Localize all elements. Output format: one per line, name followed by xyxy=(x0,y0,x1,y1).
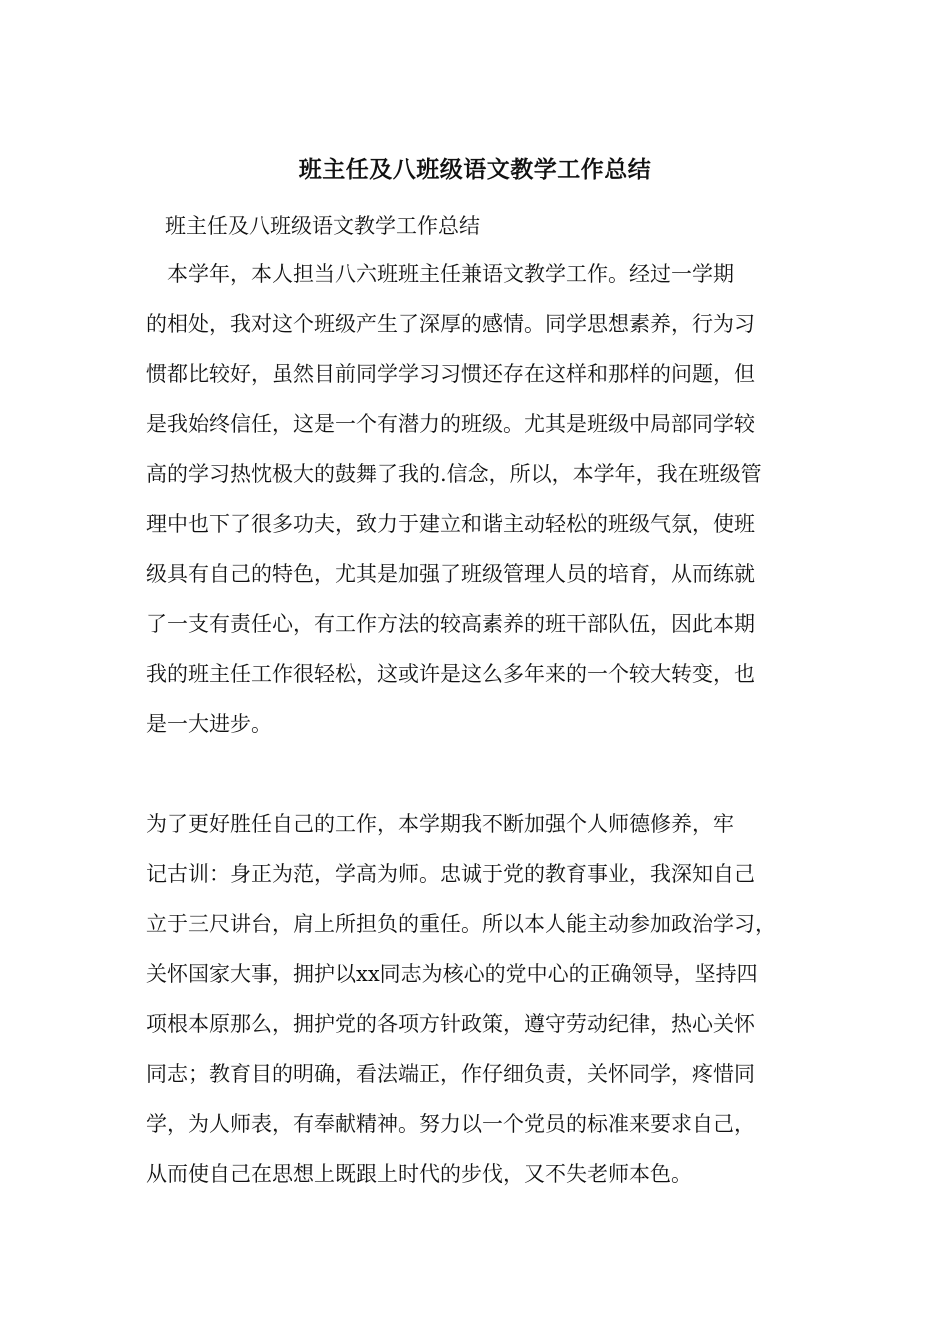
paragraph-line: 关怀国家大事，拥护以xx同志为核心的党中心的正确领导，坚持四 xyxy=(146,962,758,986)
paragraph-line: 为了更好胜任自己的工作，本学期我不断加强个人师德修养，牢 xyxy=(146,812,734,836)
paragraph-line: 记古训：身正为范，学高为师。忠诚于党的教育事业，我深知自己 xyxy=(146,862,755,886)
document-subtitle: 班主任及八班级语文教学工作总结 xyxy=(165,214,480,238)
paragraph-line: 从而使自己在思想上既跟上时代的步伐，又不失老师本色。 xyxy=(146,1162,692,1186)
page-title: 班主任及八班级语文教学工作总结 xyxy=(298,156,652,183)
paragraph-line: 学，为人师表，有奉献精神。努力以一个党员的标准来要求自己， xyxy=(146,1112,755,1136)
paragraph-line: 级具有自己的特色，尤其是加强了班级管理人员的培育，从而练就 xyxy=(146,562,755,586)
paragraph-line: 是一大进步。 xyxy=(146,712,272,736)
paragraph-line: 了一支有责任心，有工作方法的较高素养的班干部队伍，因此本期 xyxy=(146,612,755,636)
paragraph-line: 的相处，我对这个班级产生了深厚的感情。同学思想素养，行为习 xyxy=(146,312,755,336)
paragraph-line: 立于三尺讲台，肩上所担负的重任。所以本人能主动参加政治学习， xyxy=(146,912,776,936)
paragraph-line: 本学年，本人担当八六班班主任兼语文教学工作。经过一学期 xyxy=(146,262,734,286)
paragraph-line: 项根本原那么，拥护党的各项方针政策，遵守劳动纪律，热心关怀 xyxy=(146,1012,755,1036)
paragraph-line: 高的学习热忱极大的鼓舞了我的.信念，所以，本学年，我在班级管 xyxy=(146,462,762,486)
paragraph-line: 我的班主任工作很轻松，这或许是这么多年来的一个较大转变，也 xyxy=(146,662,755,686)
paragraph-line: 理中也下了很多功夫，致力于建立和谐主动轻松的班级气氛，使班 xyxy=(146,512,755,536)
paragraph-line: 是我始终信任，这是一个有潜力的班级。尤其是班级中局部同学较 xyxy=(146,412,755,436)
paragraph-line: 同志；教育目的明确，看法端正，作仔细负责，关怀同学，疼惜同 xyxy=(146,1062,755,1086)
paragraph-line: 惯都比较好，虽然目前同学学习习惯还存在这样和那样的问题，但 xyxy=(146,362,755,386)
